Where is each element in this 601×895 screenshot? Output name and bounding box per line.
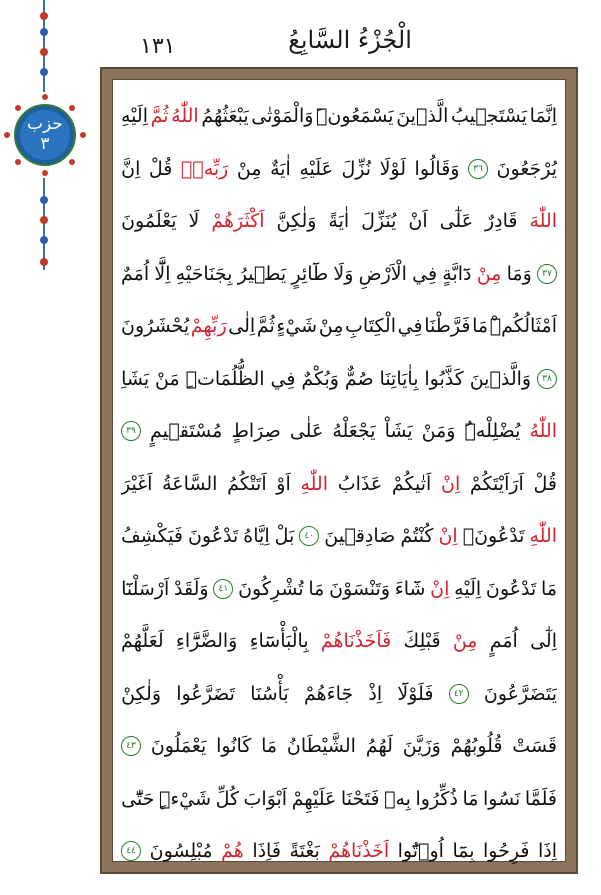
word: عَلٰى — [289, 420, 324, 442]
word: لَا — [188, 210, 200, 232]
word: عَذَابُ — [337, 472, 383, 495]
word: اَبْوَابَ — [243, 787, 288, 810]
word: اَنْ — [408, 210, 428, 232]
word: وَتَنْسَوْنَ — [329, 577, 391, 600]
word: نَسُوا — [482, 787, 521, 810]
text-line — [121, 615, 557, 668]
word: مَا — [472, 315, 489, 337]
word: فِي — [397, 315, 423, 337]
word: الْاَرْضِ — [358, 262, 407, 285]
word: وَالَّذ۪ينَ — [469, 367, 532, 390]
word: اٰيَةٌ — [270, 157, 291, 180]
word: اِيَّاهُ — [243, 525, 270, 547]
word: يَشَاْ — [384, 420, 413, 442]
highlighted-word: اللّٰهَ — [529, 210, 557, 232]
word: بِاٰيَاتِنَا — [379, 367, 419, 390]
word: الْكِتَابِ — [345, 315, 397, 337]
word: اِلٰٓى — [530, 630, 557, 652]
ayah-number-marker: ٤٤ — [121, 841, 141, 861]
word: اُو۫تُٓوا — [397, 840, 444, 862]
text-line — [121, 773, 557, 826]
text-line — [121, 405, 557, 458]
word: قَادِرٌ — [484, 210, 518, 232]
word: قَسَتْ — [512, 735, 557, 757]
word: قُلْ — [533, 472, 557, 495]
word: وَقَالُوا — [414, 157, 460, 180]
word: فَاِذَا — [252, 840, 281, 862]
word: مَا — [261, 735, 278, 757]
word: اِذْ — [368, 682, 383, 705]
word: الظُّلُمَاتِۜ — [185, 367, 265, 390]
text-line — [121, 90, 557, 143]
word: اَغَيْرَ — [121, 472, 153, 495]
word: كُلِّ — [215, 787, 239, 810]
word: حَتّٰٓى — [121, 787, 155, 810]
word: وَمَنْ — [421, 420, 456, 442]
text-line — [121, 353, 557, 406]
text-line — [121, 458, 557, 511]
word: يُحْشَرُونَ — [121, 315, 190, 337]
quran-text-block — [121, 90, 557, 862]
word: قَبْلِكَ — [403, 630, 441, 652]
highlighted-word: هُمْ — [221, 840, 244, 862]
text-line — [121, 248, 557, 301]
word: الشَّيْطَانُ — [286, 735, 356, 757]
word: كُنْتُمْ — [400, 525, 434, 547]
ayah-number-marker: ٣٧ — [537, 264, 557, 284]
juz-title: الْجُزْءُ السَّابِعُ — [288, 26, 412, 54]
word: تُشْرِكُونَ — [238, 577, 304, 600]
highlighted-word: مِنْ — [452, 630, 478, 652]
highlighted-word: اللّٰهُ — [529, 420, 557, 442]
word: يُنَزِّلَ — [361, 210, 397, 232]
word: اِلٰى — [228, 315, 256, 337]
word: وَلٰكِنْ — [121, 682, 162, 705]
word: مَا — [541, 577, 557, 600]
word: مَا — [308, 577, 325, 600]
text-line — [121, 825, 557, 878]
highlighted-word: مِنْ — [476, 262, 502, 285]
word: اِلَيْهِ — [454, 577, 482, 600]
word: صَادِق۪ينَ — [324, 525, 396, 547]
highlighted-word: رَبِّهٖۜ — [180, 157, 229, 180]
page-frame-inner — [112, 79, 566, 862]
word: اٰيَةً — [328, 210, 350, 232]
word: فَلَوْلَٓا — [397, 682, 434, 705]
word: يَط۪يرُ — [237, 262, 287, 285]
word: اِلَيْهِ — [121, 105, 148, 127]
word: وَالْمَوْتٰى — [251, 105, 314, 127]
highlighted-word: اِنْ — [441, 472, 461, 495]
ornament-bead — [40, 236, 48, 244]
word: شَيْءٍ — [276, 315, 318, 337]
text-line — [121, 510, 557, 563]
word: يَتَضَرَّعُونَ — [483, 682, 557, 705]
hizb-label: حزب — [27, 114, 63, 134]
word: اِذَا — [537, 840, 557, 862]
word: مَنْ — [155, 367, 180, 390]
highlighted-word: اِنْ — [438, 525, 458, 547]
word: صِرَاطٍ — [231, 420, 281, 442]
ornament-bead — [40, 68, 48, 76]
word: لَوْلَا — [379, 157, 407, 180]
ayah-number-marker: ٣٦ — [468, 159, 488, 179]
ornament-bead — [40, 216, 48, 224]
word: يُضْلِلْهُۜ — [464, 420, 521, 442]
highlighted-word: اِنْ — [430, 577, 450, 600]
ayah-number-marker: ٤٢ — [449, 684, 469, 704]
word: اِنَّمَا — [529, 105, 557, 127]
word: كَذَّبُوا — [424, 367, 464, 390]
ornament-bead — [40, 28, 48, 36]
ayah-number-marker: ٤٣ — [121, 736, 141, 756]
word: كَانُوا — [216, 735, 252, 757]
highlighted-word: اَكْثَرَهُمْ — [211, 210, 265, 232]
word: فَلَمَّا — [524, 787, 557, 810]
word: فَرِحُوا — [483, 840, 530, 862]
text-line — [121, 668, 557, 721]
word: فَرَّطْنَا — [424, 315, 471, 337]
word: مَا — [462, 787, 479, 810]
word: يَسْمَعُونَۜ — [316, 105, 394, 127]
word: الَّذ۪ينَ — [396, 105, 449, 127]
word: بِه۪ — [384, 787, 411, 810]
ornament-bead — [40, 196, 48, 204]
word: فِي — [412, 262, 438, 285]
word: وَبُكْمٌ — [301, 367, 339, 390]
word: فِي — [270, 367, 296, 390]
word: يَشَاِ — [121, 367, 150, 390]
word: يَعْمَلُونَ — [150, 735, 207, 757]
word: وَالضَّرَّٓاءِ — [175, 630, 238, 652]
word: ذُكِّرُوا — [415, 787, 458, 810]
word: اُمَمٍ — [489, 630, 518, 652]
word: شَٓاءَ — [394, 577, 426, 600]
ayah-number-marker: ٣٨ — [537, 369, 557, 389]
word: اِنَّ — [121, 157, 141, 180]
ornament-stem-bottom — [43, 178, 45, 270]
word: يَعْلَمُونَ — [121, 210, 177, 232]
word: وَزَيَّنَ — [402, 735, 441, 757]
word: مِنْ — [236, 157, 262, 180]
ayah-number-marker: ٤٠ — [299, 526, 319, 546]
word: اَرْسَلْنَٓا — [121, 577, 170, 600]
word: جَٓاءَهُمْ — [303, 682, 354, 705]
word: تَدْعُونَ — [485, 577, 537, 600]
word: عَلَيْهِمْ — [291, 787, 337, 810]
word: اَتَتْكُمُ — [227, 472, 267, 495]
ayah-number-marker: ٤١ — [213, 579, 233, 599]
word: وَمَا — [506, 262, 532, 285]
highlighted-word: اللّٰهِ — [300, 472, 328, 495]
word: اَمْثَالُكُمْۜ — [489, 315, 557, 337]
hizb-medallion — [2, 92, 88, 178]
word: تَدْعُونَ — [187, 525, 239, 547]
word: اَرَاَيْتَكُمْ — [469, 472, 524, 495]
ornament-bead — [40, 48, 48, 56]
hizb-label-block — [2, 114, 88, 154]
word: لَعَلَّهُمْ — [121, 630, 164, 652]
word: مِنْ — [318, 315, 344, 337]
word: السَّاعَةُ — [162, 472, 218, 495]
word: يَسْتَج۪يبُ — [451, 105, 528, 127]
ayah-number-marker: ٣٩ — [121, 421, 141, 441]
word: دَٓابَّةٍ — [442, 262, 472, 285]
word: صُمٌّ — [344, 367, 374, 390]
page-number: ١٣١ — [140, 34, 176, 59]
word: نُزِّلَ — [341, 157, 372, 180]
page-frame — [100, 67, 578, 874]
highlighted-word: اللّٰهُ — [171, 105, 199, 127]
word: وَلَقَدْ — [174, 577, 209, 600]
word: يَبْعَثُهُمُ — [201, 105, 249, 127]
word: تَضَرَّعُوا — [176, 682, 235, 705]
word: فَتَحْنَا — [340, 787, 380, 810]
word: اَتٰيكُمْ — [391, 472, 432, 495]
text-line — [121, 143, 557, 196]
word: مُبْلِسُونَ — [149, 840, 213, 862]
word: مُسْتَق۪يمٍ — [150, 420, 223, 442]
word: قُلْ — [148, 157, 173, 180]
ornament-bead — [40, 258, 48, 266]
word: عَلَيْهِ — [299, 157, 333, 180]
highlighted-word: اَخَذْنَاهُمْ — [328, 840, 390, 862]
word: قُلُوبُهُمْ — [450, 735, 503, 757]
text-line — [121, 563, 557, 616]
text-line — [121, 195, 557, 248]
highlighted-word: فَاَخَذْنَاهُمْ — [320, 630, 392, 652]
word: اُمَمٌ — [121, 262, 150, 285]
word: اِلَّٓا — [154, 262, 171, 285]
word: بَلْ — [274, 525, 295, 547]
word: طَٓائِرٍ — [291, 262, 329, 285]
word: بِجَنَاحَيْهِ — [175, 262, 233, 285]
highlighted-word: اللّٰهِ — [529, 525, 557, 547]
word: بَأْسُنَا — [250, 682, 289, 705]
word: بِمَٓا — [452, 840, 475, 862]
word: شَيْءٍۜ — [158, 787, 212, 810]
word: وَلَا — [333, 262, 354, 285]
word: لَهُمُ — [365, 735, 393, 757]
text-line — [121, 720, 557, 773]
word: عَلٰٓى — [439, 210, 474, 232]
word: تَدْعُونَۚ — [462, 525, 525, 547]
word: بَغْتَةً — [289, 840, 320, 862]
highlighted-word: رَبِّهِمْ — [190, 315, 227, 337]
ornament-bead — [40, 12, 48, 20]
word: ثُمَّ — [256, 315, 275, 337]
word: اَوْ — [276, 472, 291, 495]
word: بِالْبَأْسَٓاءِ — [249, 630, 309, 652]
highlighted-word: ثُمَّ — [150, 105, 169, 127]
word: فَيَكْشِفُ — [121, 525, 183, 547]
word: وَلٰكِنَّ — [276, 210, 317, 232]
word: يُرْجَعُونَ — [496, 157, 557, 180]
text-line — [121, 300, 557, 353]
hizb-number: ٣ — [40, 134, 50, 154]
word: يَجْعَلْهُ — [332, 420, 376, 442]
